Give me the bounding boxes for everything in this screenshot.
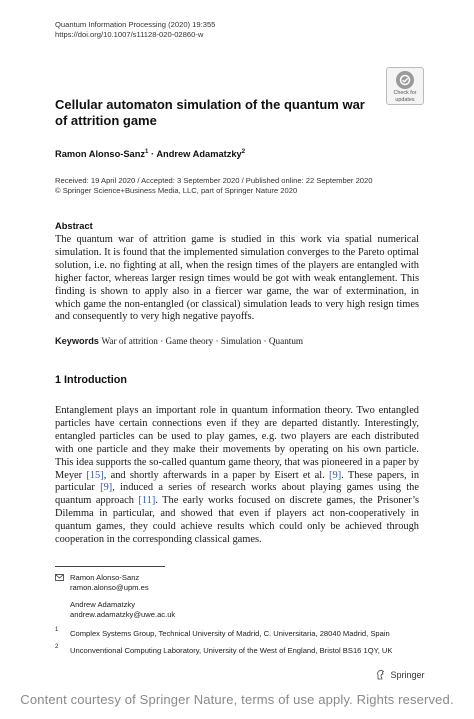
check-for-updates-icon (396, 71, 414, 89)
history-dates: Received: 19 April 2020 / Accepted: 3 September 2020 / Published online: 22 September 2020 (55, 176, 373, 185)
courtesy-notice: Content courtesy of Springer Nature, terms of use apply. Rights reserved. (20, 692, 454, 707)
citation-link[interactable]: [9] (329, 469, 342, 481)
author-name[interactable]: Andrew Adamatzky (156, 149, 242, 160)
affiliation-number: 1 (55, 627, 59, 633)
affiliation-text: Unconventional Computing Laboratory, University of the West of England, Bristol BS16 1QY, UK (70, 646, 393, 655)
paragraph-text: . These papers, in particular (55, 469, 420, 494)
publisher-name: Springer (390, 670, 425, 680)
author-separator: · (148, 149, 157, 160)
introduction-heading: 1 Introduction (55, 374, 127, 386)
affiliation-marker: 1 (145, 149, 149, 155)
keywords-list: War of attrition · Game theory · Simulation · Quantum (101, 336, 304, 346)
paragraph-text: Entanglement plays an important role in quantum information theory. Two entangled particles have certain connections even if they are departed distantly. Interestingly, entangled particles can be used to play games, e.g. two players are each distributed with one particle and they make their movements by operating on his own particle. This idea supports the so-called quantum game theory, that was pioneered in a paper by Meyer (55, 405, 419, 481)
envelope-icon (55, 574, 64, 584)
keywords-label: Keywords (55, 336, 99, 346)
paragraph-text: , induced a series of research works about playing games using the quantum approach (55, 482, 419, 507)
corresponding-author-name: Ramon Alonso-Sanz (70, 573, 140, 582)
introduction-paragraph (55, 405, 419, 547)
abstract-heading: Abstract (55, 221, 93, 231)
corresponding-author-email[interactable]: ramon.alonso@upm.es (70, 583, 149, 592)
citation-link[interactable]: [11] (138, 495, 156, 507)
author-list (55, 149, 245, 159)
corresponding-author-email[interactable]: andrew.adamatzky@uwe.ac.uk (70, 610, 176, 619)
affiliation-marker: 2 (241, 149, 246, 155)
abstract-text: The quantum war of attrition game is studied in this work via spatial numerical simulation. It is found that the implemented simulation converges to the Pareto optimal solution, i.e. no fighting at all, when the resign times of the players are entangled with higher factor, whereas larger resign times would be got with weak entanglement. This finding is shown to apply also in a fiercer war game, the war of extermination, in which game the non-entangled (or classical) simulation leads to very high resign times and consequently to very high negative payoffs. (55, 234, 419, 323)
keywords (55, 336, 303, 346)
badge-line-1: Check for (393, 90, 417, 96)
citation-link[interactable]: [9] (100, 482, 113, 494)
springer-logo (375, 669, 425, 680)
corresponding-author-name: Andrew Adamatzky (70, 600, 135, 609)
affiliation-text: Complex Systems Group, Technical University of Madrid, C. Universitaria, 28040 Madrid, Spain (70, 629, 390, 638)
citation-link[interactable]: [15] (86, 469, 104, 481)
springer-horse-icon (375, 670, 391, 680)
copyright-line: © Springer Science+Business Media, LLC, part of Springer Nature 2020 (55, 186, 298, 195)
badge-line-2: updates (395, 97, 415, 103)
check-for-updates-badge[interactable] (386, 67, 424, 105)
footnote-divider (55, 566, 165, 567)
journal-header (55, 20, 215, 40)
paragraph-text: , and shortly afterwards in a paper by Eisert et al. (103, 469, 330, 481)
publication-dates (55, 176, 372, 196)
affiliation-number: 2 (55, 644, 59, 650)
author-name[interactable]: Ramon Alonso-Sanz (55, 149, 146, 160)
paragraph-text: . The early works focused on discrete games, the Prisoner’s Dilemma in particular, and showed that even if players act non-cooperatively in quantum games, they could achieve results which could only be achieved through cooperation in the corresponding classical games. (55, 495, 420, 546)
journal-name: Quantum Information Processing (2020) 19:355 (55, 20, 216, 29)
doi-link[interactable]: https://doi.org/10.1007/s11128-020-02860-w (55, 30, 204, 39)
paper-title: Cellular automaton simulation of the quantum war of attrition game (55, 97, 365, 128)
